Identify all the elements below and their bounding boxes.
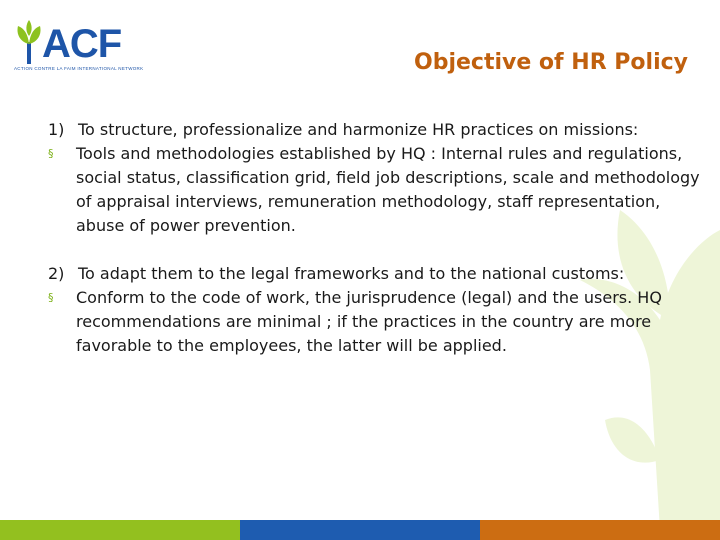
- item-heading-text: To adapt them to the legal frameworks and to the national customs:: [78, 264, 625, 283]
- bullet-point: [48, 286, 703, 358]
- bullet-icon: §: [48, 291, 54, 304]
- bullet-text: Conform to the code of work, the jurisprudence (legal) and the users. HQ recommendations are minimal ; if the practices in the country are more favorable to the employees, the latter will be applied.: [76, 288, 662, 355]
- logo-wordmark: ACF: [42, 22, 122, 66]
- item-number: 2): [48, 264, 65, 283]
- objective-heading: [48, 118, 703, 142]
- item-heading-text: To structure, professionalize and harmonize HR practices on missions:: [78, 120, 639, 139]
- slide-content: [48, 118, 703, 358]
- objective-item: [48, 262, 703, 358]
- bullet-point: [48, 142, 703, 238]
- bullet-text: Tools and methodologies established by HQ : Internal rules and regulations, social status, classification grid, field job descriptions, scale and methodology of appraisal interviews, remuneration methodology, staff representation, abuse of power prevention.: [76, 144, 700, 235]
- bullet-icon: §: [48, 147, 54, 160]
- objective-heading: [48, 262, 703, 286]
- acf-logo: [14, 16, 144, 74]
- objective-item: [48, 118, 703, 238]
- footer-bar-blue: [240, 520, 480, 540]
- logo-tagline: ACTION CONTRE LA FAIM INTERNATIONAL NETWORK: [14, 66, 144, 71]
- footer-bar-orange: [480, 520, 720, 540]
- plant-icon: [14, 20, 44, 64]
- footer-bar-green: [0, 520, 240, 540]
- slide-title: Objective of HR Policy: [414, 50, 688, 75]
- item-number: 1): [48, 120, 65, 139]
